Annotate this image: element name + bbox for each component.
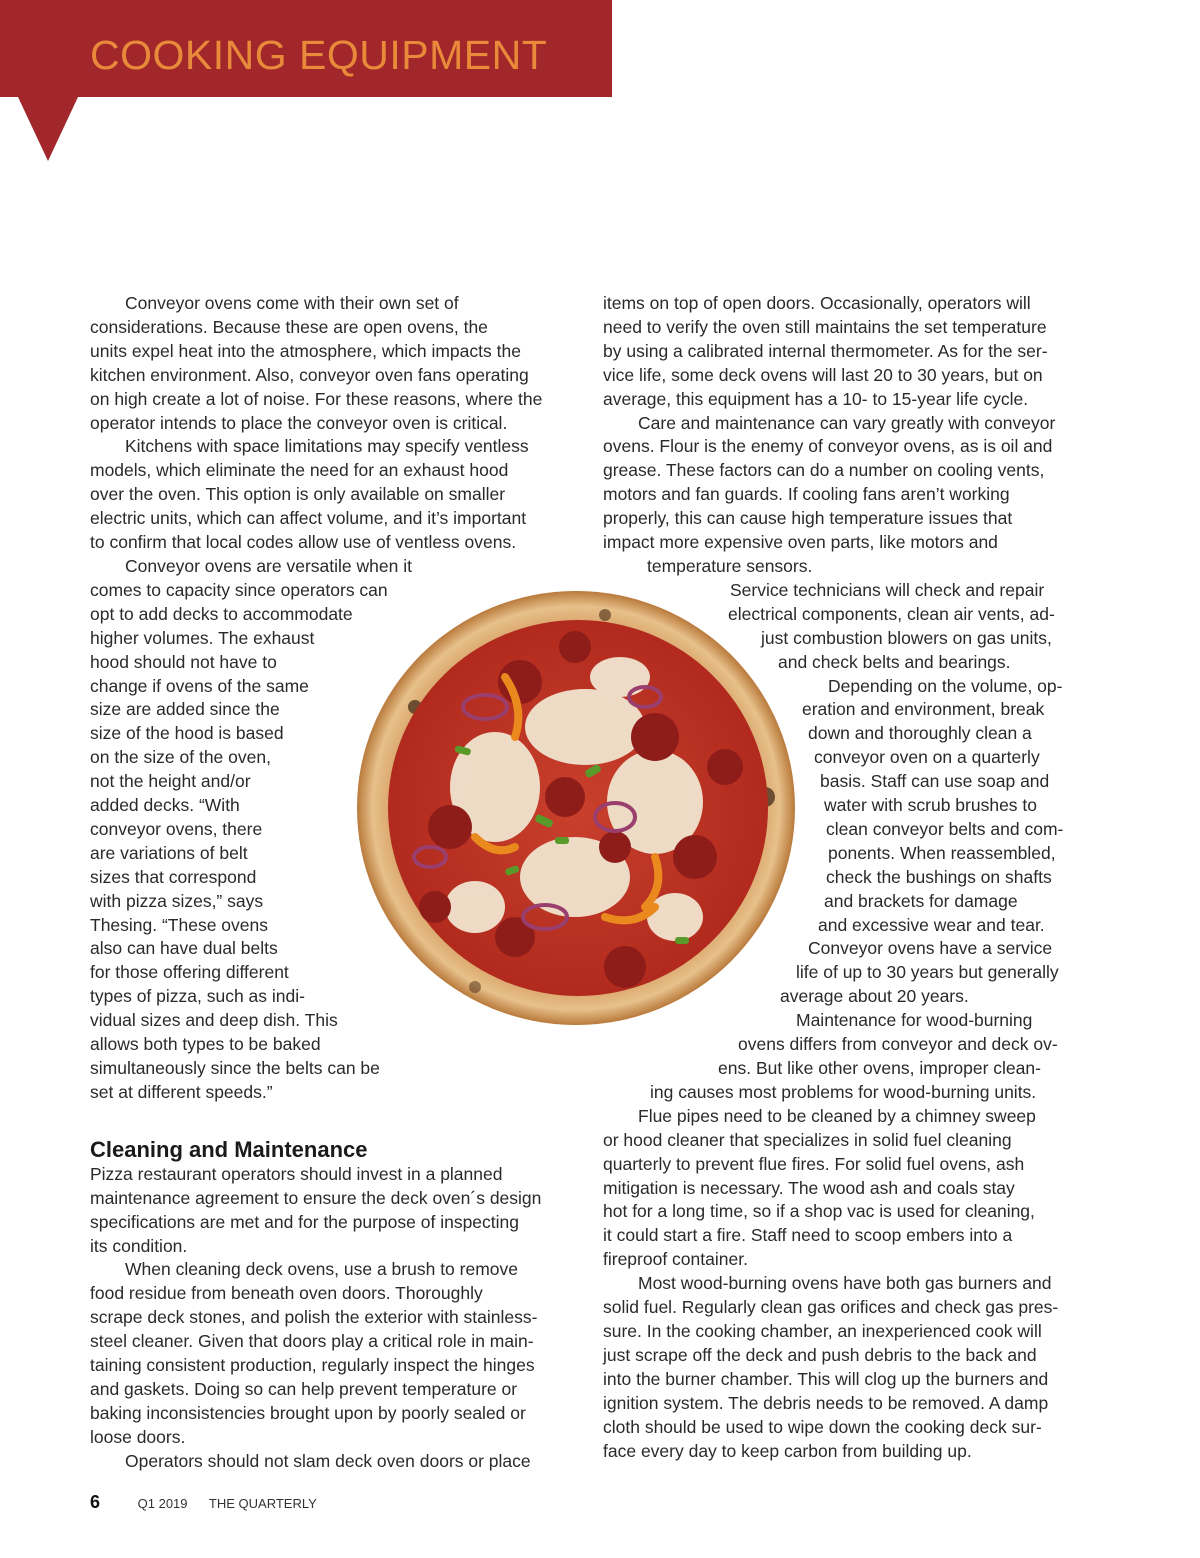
paragraph	[90, 292, 580, 435]
text-line: Kitchens with space limitations may specify ventless	[125, 436, 529, 457]
text-line: need to verify the oven still maintains the set temperature	[603, 316, 1047, 337]
text-line: properly, this can cause high temperature issues that	[603, 508, 1013, 529]
text-line: conveyor oven on a quarterly	[814, 747, 1040, 768]
text-line: into the burner chamber. This will clog up the burners and	[603, 1368, 1049, 1389]
text-line: Service technicians will check and repair	[730, 579, 1045, 600]
text-line: ignition system. The debris needs to be removed. A damp	[603, 1392, 1049, 1413]
banner-tab-triangle	[18, 97, 78, 161]
text-line: steel cleaner. Given that doors play a critical role in main-	[90, 1331, 534, 1352]
text-line: units expel heat into the atmosphere, which impacts the	[90, 340, 521, 361]
left-column	[90, 292, 580, 1474]
paragraph	[90, 1450, 580, 1474]
paragraph	[90, 555, 580, 1105]
text-line: food residue from beneath oven doors. Thoroughly	[90, 1283, 483, 1304]
text-line: simultaneously since the belts can be	[90, 1058, 380, 1078]
text-line: taining consistent production, regularly inspect the hinges	[90, 1355, 535, 1376]
text-line: opt to add decks to accommodate	[90, 603, 353, 624]
right-column	[603, 292, 1093, 1463]
text-line: kitchen environment. Also, conveyor oven fans operating	[90, 364, 529, 385]
text-line: its condition.	[90, 1235, 188, 1256]
text-line: Pizza restaurant operators should invest in a planned	[90, 1163, 503, 1184]
text-line: types of pizza, such as indi-	[90, 986, 305, 1007]
text-line: down and thoroughly clean a	[808, 723, 1032, 744]
text-line: for those offering different	[90, 962, 289, 983]
text-line: life of up to 30 years but generally	[796, 962, 1059, 983]
text-line: eration and environment, break	[802, 699, 1045, 720]
text-line: hot for a long time, so if a shop vac is used for cleaning,	[603, 1201, 1035, 1222]
text-line: sure. In the cooking chamber, an inexperienced cook will	[603, 1320, 1042, 1341]
text-line: specifications are met and for the purpose of inspecting	[90, 1211, 519, 1232]
page-number: 6	[90, 1492, 101, 1512]
text-line: sizes that correspond	[90, 866, 257, 887]
publication-name: THE QUARTERLY	[208, 1496, 317, 1511]
text-line: ovens differs from conveyor and deck ov-	[738, 1034, 1058, 1055]
text-line: models, which eliminate the need for an exhaust hood	[90, 460, 509, 481]
text-line: higher volumes. The exhaust	[90, 627, 315, 648]
text-line: scrape deck stones, and polish the exterior with stainless-	[90, 1307, 538, 1328]
text-line: operator intends to place the conveyor oven is critical.	[90, 412, 508, 433]
text-line: average, this equipment has a 10- to 15-year life cycle.	[603, 388, 1029, 409]
text-line: conveyor ovens, there	[90, 818, 263, 839]
text-line: Thesing. “These ovens	[90, 914, 269, 935]
text-line: loose doors.	[90, 1426, 186, 1447]
text-line: to confirm that local codes allow use of ventless ovens.	[90, 532, 517, 553]
text-line: ovens. Flour is the enemy of conveyor ovens, as is oil and	[603, 436, 1053, 457]
text-line: solid fuel. Regularly clean gas orifices and check gas pres-	[603, 1297, 1059, 1318]
paragraph	[603, 292, 1093, 412]
text-line: Conveyor ovens come with their own set of	[125, 293, 459, 313]
text-line: just scrape off the deck and push debris to the back and	[603, 1344, 1037, 1365]
text-line: electrical components, clean air vents, ad-	[728, 603, 1055, 624]
text-line: also can have dual belts	[90, 938, 278, 959]
issue-label: Q1 2019	[137, 1496, 188, 1511]
text-line: average about 20 years.	[780, 986, 969, 1007]
section-title: COOKING EQUIPMENT	[90, 32, 548, 78]
paragraph	[90, 435, 580, 555]
text-line: allows both types to be baked	[90, 1034, 321, 1055]
paragraph	[603, 937, 1093, 1009]
text-line: cloth should be used to wipe down the cooking deck sur-	[603, 1416, 1042, 1437]
text-line: check the bushings on shafts	[826, 866, 1052, 887]
page-footer	[90, 1492, 317, 1513]
text-line: change if ovens of the same	[90, 675, 309, 696]
text-line: maintenance agreement to ensure the deck oven´s design	[90, 1187, 542, 1208]
paragraph	[603, 1272, 1093, 1463]
text-line: fireproof container.	[603, 1249, 748, 1270]
text-line: are variations of belt	[90, 842, 248, 863]
text-line: basis. Staff can use soap and	[820, 771, 1050, 792]
text-line: vice life, some deck ovens will last 20 to 30 years, but on	[603, 364, 1043, 385]
paragraph	[603, 1105, 1093, 1272]
paragraph	[90, 1163, 580, 1259]
text-line: size are added since the	[90, 699, 280, 720]
text-line: over the oven. This option is only available on smaller	[90, 484, 506, 505]
text-line: Care and maintenance can vary greatly with conveyor	[638, 412, 1056, 433]
text-line: impact more expensive oven parts, like motors and	[603, 532, 998, 553]
text-line: ing causes most problems for wood-burning units.	[650, 1081, 1037, 1102]
text-line: hood should not have to	[90, 651, 277, 672]
text-line: items on top of open doors. Occasionally, operators will	[603, 293, 1031, 313]
text-line: temperature sensors.	[647, 555, 813, 576]
text-line: and brackets for damage	[824, 890, 1018, 911]
paragraph	[603, 579, 1093, 675]
paragraph	[603, 412, 1093, 579]
text-line: Depending on the volume, op-	[828, 675, 1063, 696]
text-line: ponents. When reassembled,	[828, 842, 1056, 863]
text-line: on high create a lot of noise. For these reasons, where the	[90, 388, 543, 409]
text-line: by using a calibrated internal thermometer. As for the ser-	[603, 340, 1048, 361]
text-line: considerations. Because these are open ovens, the	[90, 316, 488, 337]
text-line: baking inconsistencies brought upon by poorly sealed or	[90, 1402, 526, 1423]
text-line: Conveyor ovens are versatile when it	[125, 555, 412, 576]
text-line: comes to capacity since operators can	[90, 579, 388, 600]
text-line: just combustion blowers on gas units,	[761, 627, 1052, 648]
text-line: mitigation is necessary. The wood ash and coals stay	[603, 1177, 1015, 1198]
text-line: motors and fan guards. If cooling fans aren’t working	[603, 484, 1010, 505]
text-line: electric units, which can affect volume, and it’s important	[90, 508, 527, 529]
text-line: set at different speeds.”	[90, 1081, 273, 1102]
text-line: size of the hood is based	[90, 723, 284, 744]
section-banner	[0, 0, 612, 97]
text-line: with pizza sizes,” says	[90, 890, 264, 911]
paragraph	[90, 1258, 580, 1449]
text-line: and check belts and bearings.	[778, 651, 1011, 672]
paragraph	[603, 675, 1093, 938]
text-line: clean conveyor belts and com-	[826, 818, 1064, 839]
text-line: water with scrub brushes to	[824, 795, 1038, 816]
text-line: Operators should not slam deck oven doors or place	[125, 1450, 531, 1471]
text-line: and excessive wear and tear.	[818, 914, 1045, 935]
text-line: Most wood-burning ovens have both gas burners and	[638, 1273, 1052, 1294]
text-line: vidual sizes and deep dish. This	[90, 1010, 338, 1031]
text-line: Maintenance for wood-burning	[796, 1010, 1033, 1031]
text-line: not the height and/or	[90, 771, 251, 792]
text-line: quarterly to prevent flue fires. For solid fuel ovens, ash	[603, 1153, 1025, 1174]
text-line: it could start a fire. Staff need to scoop embers into a	[603, 1225, 1013, 1246]
text-line: and gaskets. Doing so can help prevent temperature or	[90, 1378, 518, 1399]
text-line: on the size of the oven,	[90, 747, 271, 768]
text-line: Flue pipes need to be cleaned by a chimney sweep	[638, 1105, 1036, 1126]
text-line: or hood cleaner that specializes in solid fuel cleaning	[603, 1129, 1012, 1150]
text-line: ens. But like other ovens, improper clean-	[718, 1058, 1041, 1078]
text-line: grease. These factors can do a number on cooling vents,	[603, 460, 1045, 481]
text-line: added decks. “With	[90, 795, 240, 816]
text-line: Conveyor ovens have a service	[808, 938, 1053, 959]
subheading-cleaning: Cleaning and Maintenance	[90, 1136, 368, 1162]
text-line: face every day to keep carbon from building up.	[603, 1440, 972, 1461]
paragraph	[603, 1009, 1093, 1105]
text-line: When cleaning deck ovens, use a brush to remove	[125, 1259, 518, 1280]
